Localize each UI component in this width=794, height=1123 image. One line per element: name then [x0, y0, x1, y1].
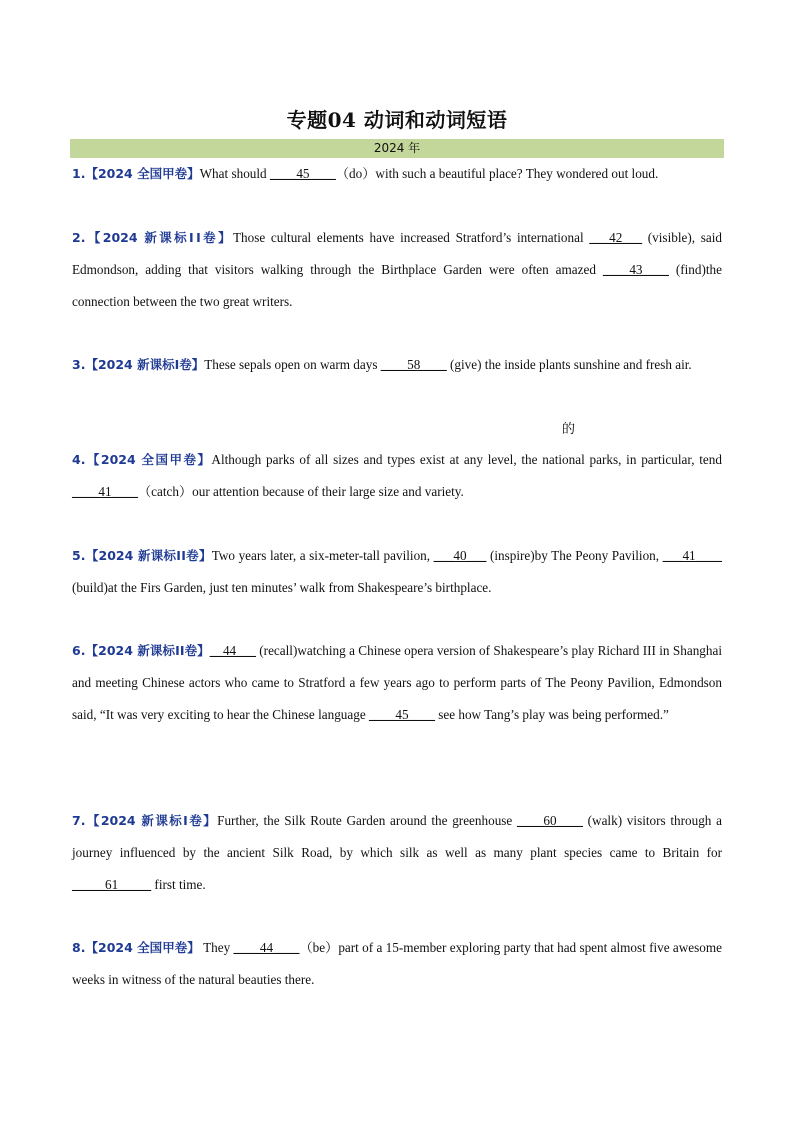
- question-source: 【2024 新课标ⅠⅠ卷】: [85, 230, 233, 245]
- question-number: 8.: [72, 940, 86, 955]
- question-2: [72, 222, 722, 317]
- question-text: Further, the Silk Route Garden around the greenhouse: [217, 813, 517, 828]
- question-source: 【2024 新课标Ⅰ卷】: [85, 357, 205, 372]
- question-text: first time.: [151, 876, 206, 892]
- question-4: [72, 444, 722, 508]
- question-3: [72, 349, 722, 381]
- question-text: Although parks of all sizes and types exist at any level, the national parks, in particular, tend: [211, 452, 722, 467]
- answer-blank: _____61_____: [72, 876, 152, 892]
- question-source: 【2024 全国甲卷】: [85, 452, 212, 467]
- question-text: Those cultural elements have increased Stratford’s international: [233, 230, 590, 245]
- question-source: 【2024 全国甲卷】: [85, 940, 200, 955]
- answer-blank: ____45____: [368, 706, 435, 722]
- question-text: These sepals open on warm days: [204, 357, 381, 372]
- question-number: 3.: [72, 357, 86, 372]
- answer-blank: ____43____: [602, 261, 669, 277]
- question-text: (inspire)by The Peony Pavilion,: [486, 548, 663, 563]
- year-header-bar: 2024 年: [70, 139, 724, 158]
- question-source: 【2024 新课标ⅠⅠ卷】: [85, 643, 210, 658]
- question-8: [72, 932, 722, 996]
- question-source: 【2024 新课标Ⅰ卷】: [85, 813, 218, 828]
- question-6: [72, 635, 722, 730]
- question-text: see how Tang’s play was being performed.”: [434, 706, 669, 722]
- question-number: 4.: [72, 452, 86, 467]
- question-source: 【2024 新课标ⅠⅠ卷】: [85, 548, 212, 563]
- question-text: （do）with such a beautiful place? They wondered out loud.: [335, 166, 659, 181]
- question-text: （be）part of a 15-member exploring party that had spent almost five awesome weeks in witness of the natural beauties there.: [72, 940, 722, 987]
- question-text: Two years later, a six-meter-tall pavilion,: [211, 548, 434, 563]
- question-text: (give) the inside plants sunshine and fresh air.: [446, 357, 692, 372]
- question-text: （catch）our attention because of their large size and variety.: [137, 483, 464, 499]
- question-number: 2.: [72, 230, 86, 245]
- question-7: [72, 805, 722, 900]
- answer-blank: ___40___: [433, 548, 487, 563]
- question-number: 1.: [72, 166, 86, 181]
- question-text: (find)the connection between the two great writers.: [72, 261, 722, 309]
- answer-blank: ____44____: [233, 940, 300, 955]
- answer-blank: ___42___: [589, 230, 643, 245]
- page-title: 专题04 动词和动词短语: [286, 108, 508, 132]
- answer-blank: ____58____: [380, 357, 447, 372]
- question-text: What should: [199, 166, 270, 181]
- question-text: (build)at the Firs Garden, just ten minutes’ walk from Shakespeare’s birthplace.: [72, 579, 492, 595]
- question-text: (walk) visitors through a journey influenced by the ancient Silk Road, by which silk as well as many plant species came to Britain for: [72, 813, 722, 860]
- question-number: 7.: [72, 813, 86, 828]
- answer-blank: ____60____: [517, 813, 583, 828]
- answer-blank: ____41____: [72, 483, 138, 499]
- answer-blank: ____45____: [269, 166, 336, 181]
- question-number: 6.: [72, 643, 86, 658]
- answer-blank: ___41____: [662, 548, 722, 563]
- question-source: 【2024 全国甲卷】: [85, 166, 200, 181]
- answer-blank: __44___: [209, 643, 256, 658]
- question-1: [72, 158, 722, 190]
- stray-character: 的: [562, 422, 576, 437]
- question-5: [72, 540, 722, 604]
- question-text: (visible), said Edmondson, adding that visitors walking through the Birthplace Garden were often amazed: [72, 230, 722, 277]
- question-text: They: [199, 940, 234, 955]
- question-number: 5.: [72, 548, 86, 563]
- question-text: (recall)watching a Chinese opera version of Shakespeare’s play Richard III in Shanghai and meeting Chinese actors who came to Stratford a few years ago to perform parts of The Peony Pavilion, Edmondson said, “It was very exciting to hear the Chinese language: [72, 643, 722, 722]
